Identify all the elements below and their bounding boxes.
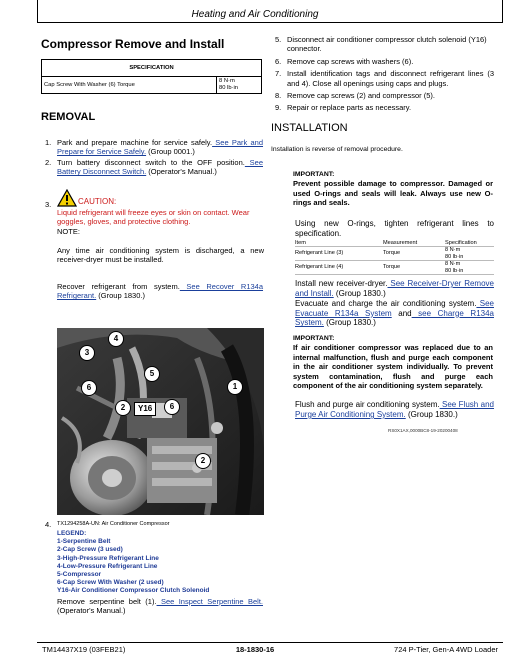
serpentine-belt-link[interactable]: See Inspect Serpentine Belt. — [156, 597, 263, 606]
park-prepare-link[interactable]: See Park and Prepare for Service Safely. — [57, 138, 264, 157]
callout-2b: 2 — [195, 453, 211, 469]
footer-left: TM14437X19 (03FEB21) — [42, 645, 126, 654]
page-number: 18-1830-16 — [235, 645, 275, 654]
receiver-dryer-link[interactable]: See Receiver-Dryer Remove and Install. — [295, 279, 494, 298]
spec-imperial: 80 lb·in — [445, 253, 464, 260]
legend-item: 6-Cap Screw With Washer (2 used) — [57, 579, 164, 587]
callout-6b: 6 — [164, 399, 180, 415]
step-5 — [275, 35, 494, 54]
legend — [57, 530, 209, 596]
oring-instruction: Using new O-rings, tighten refrigerant lines to specification. — [295, 219, 494, 238]
torque-spec-table — [295, 240, 494, 275]
battery-switch-link[interactable]: See Battery Disconnect Switch. — [57, 158, 263, 177]
important-label: IMPORTANT: — [293, 171, 335, 178]
caution-label: CAUTION: — [78, 197, 117, 206]
legend-item: Y16-Air Conditioner Compressor Clutch Solenoid — [57, 587, 210, 595]
spec-metric: 8 N·m — [445, 261, 461, 267]
evacuate-link[interactable]: See Evacuate R134a System — [295, 299, 494, 318]
callout-3: 3 — [79, 345, 95, 361]
important-note-2 — [293, 334, 493, 390]
step-1-tail: (Group 0001.) — [146, 147, 195, 157]
step-number: 8. — [275, 91, 282, 101]
charge-link[interactable]: see Charge R134a System. — [295, 308, 494, 328]
step-7 — [275, 69, 494, 88]
spec-row-label: Cap Screw With Washer (6) Torque — [42, 77, 217, 94]
spec-value-imperial: 80 lb·in — [219, 85, 239, 91]
installation-heading: INSTALLATION — [271, 122, 348, 134]
spec-measure: Torque — [383, 247, 445, 261]
step-text: Disconnect air conditioner compressor clutch solenoid (Y16) connector. — [287, 35, 487, 54]
callout-5: 5 — [144, 366, 160, 382]
step-number: 7. — [275, 69, 282, 79]
spec-measure: Torque — [383, 261, 445, 275]
step-4 — [57, 597, 263, 616]
step-6 — [275, 57, 494, 66]
callout-1: 1 — [227, 379, 243, 395]
legend-item: 3-High-Pressure Refrigerant Line — [57, 554, 159, 562]
flush-text: Flush and purge air conditioning system. — [295, 400, 440, 409]
evacuate-step — [295, 299, 494, 328]
step-1-text: Park and prepare machine for service safely. — [57, 138, 213, 147]
step-4-number: 4. — [45, 520, 52, 529]
callout-y16: Y16 — [134, 402, 156, 416]
recover-tail: (Group 1830.) — [96, 291, 145, 301]
legend-item: 2-Cap Screw (3 used) — [57, 546, 123, 554]
spec-item: Refrigerant Line (3) — [295, 247, 383, 261]
table-row — [295, 261, 494, 275]
dryer-tail: (Group 1830.) — [333, 288, 386, 298]
flush-purge-step — [295, 400, 494, 420]
figure-caption: TX1294258A-UN: Air Conditioner Compressor — [57, 521, 170, 527]
section-title: Compressor Remove and Install — [41, 37, 225, 51]
step-9 — [275, 103, 494, 112]
callout-2: 2 — [115, 400, 131, 416]
step-4-text: Remove serpentine belt (1). — [57, 597, 157, 606]
step-text: Repair or replace parts as necessary. — [287, 103, 412, 113]
note-text: Any time air conditioning system is discharged, a new receiver-dryer must be installed. — [57, 246, 264, 265]
callout-6: 6 — [81, 380, 97, 396]
important-label: IMPORTANT: — [293, 335, 335, 342]
flush-tail: (Group 1830.) — [405, 410, 458, 419]
evac-mid: and — [391, 308, 412, 318]
spec-table-header: SPECIFICATION — [42, 60, 262, 77]
removal-heading: REMOVAL — [41, 111, 96, 123]
page-header-title: Heating and Air Conditioning — [191, 9, 319, 20]
step-1-number: 1. — [45, 138, 52, 147]
legend-item: 1-Serpentine Belt — [57, 538, 111, 546]
step-text: Remove cap screws (2) and compressor (5). — [287, 91, 435, 101]
caution-text: Liquid refrigerant will freeze eyes or skin on contact. Wear goggles, gloves, and protective clothing. — [57, 208, 250, 227]
install-intro: Installation is reverse of removal procedure. — [271, 146, 403, 153]
footer-right: 724 P-Tier, Gen-A 4WD Loader — [394, 645, 498, 654]
header-rule — [37, 22, 503, 23]
callout-4: 4 — [108, 331, 124, 347]
important-text: Prevent possible damage to compressor. Damaged or used O-rings and seals will leak. Always use new O-rings and seals. — [293, 179, 493, 208]
spec-item: Refrigerant Line (4) — [295, 261, 383, 275]
step-number: 5. — [275, 35, 282, 44]
recover-r134a-link[interactable]: See Recover R134a Refrigerant. — [57, 282, 264, 301]
step-2 — [57, 158, 263, 177]
step-2-number: 2. — [45, 158, 52, 167]
flush-purge-link[interactable]: See Flush and Purge Air Conditioning System. — [295, 400, 495, 419]
step-4-tail: (Operator's Manual.) — [57, 606, 126, 616]
spec-col-measurement: Measurement — [383, 240, 445, 247]
step-text: Install identification tags and disconnect refrigerant lines (3 and 4). Close all openings using caps and plugs. — [287, 69, 494, 88]
spec-table — [41, 59, 262, 94]
step-2-tail: (Operator's Manual.) — [146, 167, 217, 177]
step-8 — [275, 91, 494, 100]
document-id: RS0X1AX,0000BC8-19-20200408 — [388, 428, 458, 433]
step-text: Remove cap screws with washers (6). — [287, 56, 414, 66]
footer-rule — [37, 642, 503, 643]
caution-icon — [57, 189, 77, 207]
spec-col-specification: Specification — [445, 240, 494, 247]
step-number: 6. — [275, 56, 282, 66]
step-number: 9. — [275, 103, 282, 113]
receiver-dryer-step — [295, 279, 494, 298]
step-2-text: Turn battery disconnect switch to the OFF position. — [57, 158, 245, 167]
spec-imperial: 80 lb·in — [445, 267, 464, 274]
step-1 — [57, 138, 263, 157]
important-text: If air conditioner compressor was replaced due to an internal malfunction, flush and purge each component in the air conditioner system individually. To prevent system contamination, flush and purge each component of the air conditioning system separately. — [293, 343, 493, 391]
compressor-photo — [57, 328, 264, 515]
evac-tail: (Group 1830.) — [323, 318, 376, 328]
legend-item: 5-Compressor — [57, 571, 102, 579]
note-label: NOTE: — [57, 227, 80, 236]
step-3-number: 3. — [45, 200, 52, 209]
evac-text: Evacuate and charge the air conditioning system. — [295, 299, 477, 308]
dryer-text: Install new receiver-dryer. — [295, 279, 388, 288]
spec-metric: 8 N·m — [445, 247, 461, 253]
table-row — [295, 247, 494, 261]
recover-refrigerant — [57, 282, 263, 301]
spec-col-item: Item — [295, 240, 383, 247]
steps-5-9 — [275, 35, 494, 116]
important-note-1 — [293, 170, 493, 208]
recover-text: Recover refrigerant from system. — [57, 282, 180, 291]
legend-title: LEGEND: — [57, 530, 87, 537]
spec-value-metric: 8 N·m — [219, 78, 235, 84]
legend-item: 4-Low-Pressure Refrigerant Line — [57, 562, 158, 570]
